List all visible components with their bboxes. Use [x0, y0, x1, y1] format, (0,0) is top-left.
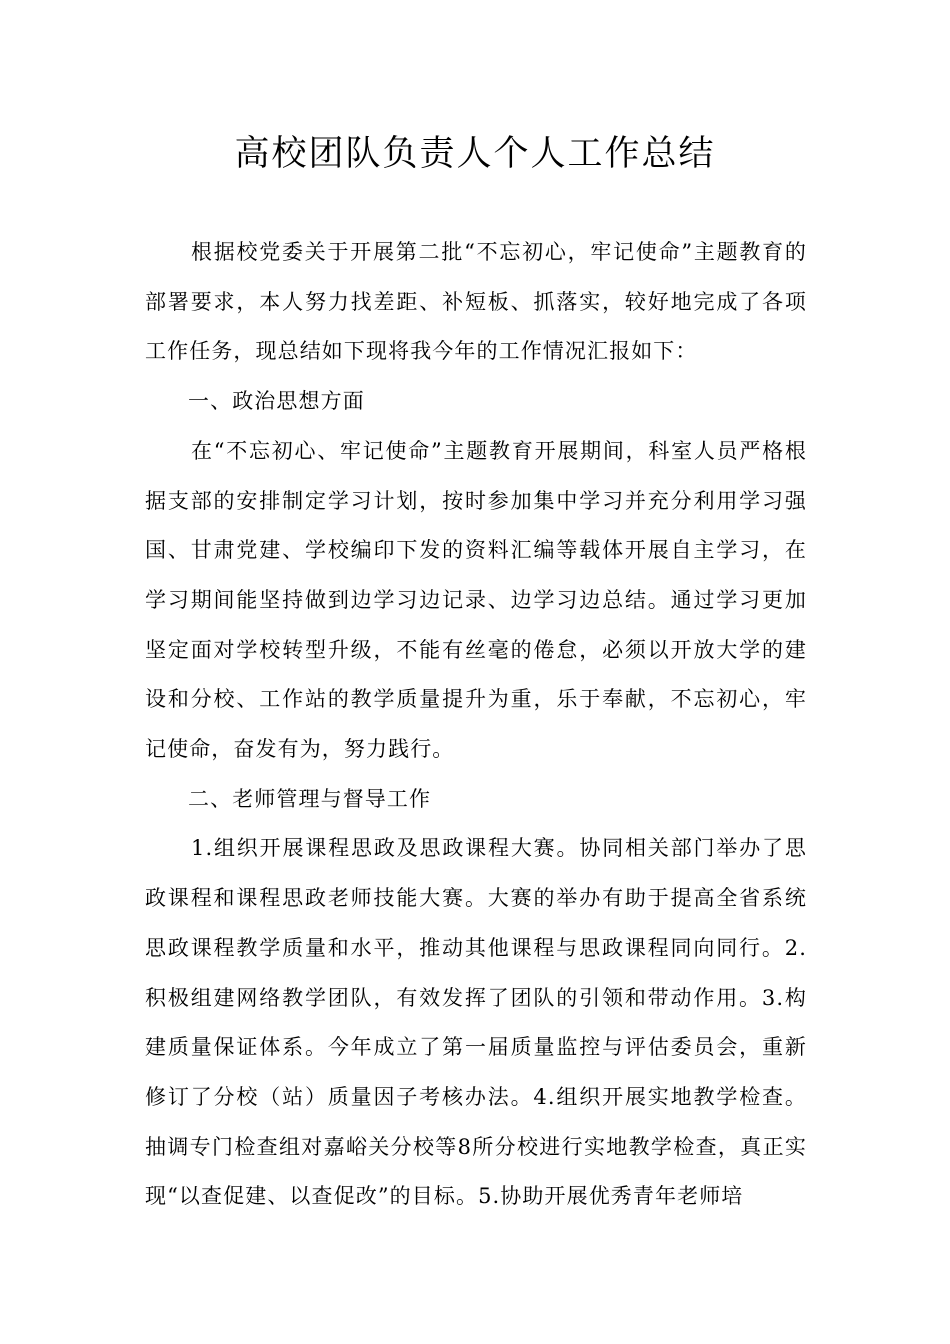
- teacher-management-paragraph: 1.组织开展课程思政及思政课程大赛。协同相关部门举办了思政课程和课程思政老师技能大赛。大赛的举办有助于提高全省系统思政课程教学质量和水平，推动其他课程与思政课程同向同行。2.积极组建网络教学团队，有效发挥了团队的引领和带动作用。3.构建质量保证体系。今年成立了第一届质量监控与评估委员会，重新修订了分校（站）质量因子考核办法。4.组织开展实地教学检查。抽调专门检查组对嘉峪关分校等8所分校进行实地教学检查，真正实现“以查促建、以查促改”的目标。5.协助开展优秀青年老师培: [145, 836, 807, 1209]
- intro-paragraph: 根据校党委关于开展第二批“不忘初心，牢记使命”主题教育的部署要求，本人努力找差距、补短板、抓落实，较好地完成了各项工作任务，现总结如下现将我今年的工作情况汇报如下：: [145, 240, 807, 364]
- document-title: 高校团队负责人个人工作总结: [234, 134, 716, 174]
- section-heading-teacher-management: 二、老师管理与督导工作: [188, 786, 432, 811]
- section-heading-political: 一、政治思想方面: [188, 389, 365, 414]
- document-body: [145, 228, 807, 1222]
- political-paragraph: 在“不忘初心、牢记使命”主题教育开展期间，科室人员严格根据支部的安排制定学习计划，按时参加集中学习并充分利用学习强国、甘肃党建、学校编印下发的资料汇编等载体开展自主学习，在学习期间能坚持做到边学习边记录、边学习边总结。通过学习更加坚定面对学校转型升级，不能有丝毫的倦怠，必须以开放大学的建设和分校、工作站的教学质量提升为重，乐于奉献，不忘初心，牢记使命，奋发有为，努力践行。: [145, 438, 807, 762]
